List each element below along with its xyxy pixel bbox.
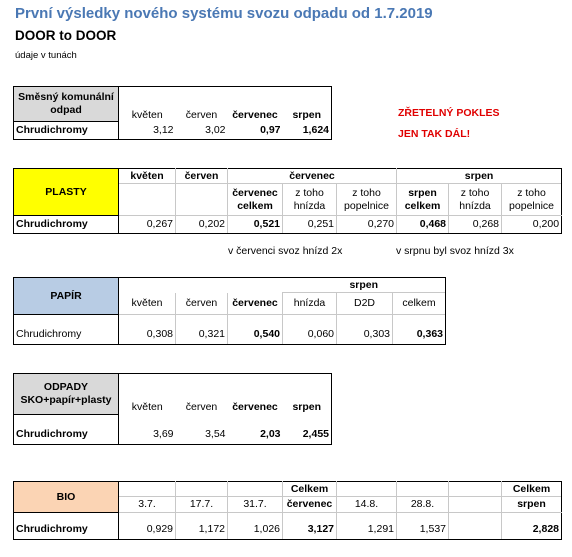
- table-row: [14, 216, 562, 234]
- sko-row-label: Chrudichromy: [14, 122, 119, 140]
- plasty-val-4: 0,270: [337, 216, 397, 234]
- plasty-col-srpen-group: srpen: [397, 169, 562, 184]
- sko-col-kveten: květen: [119, 87, 176, 122]
- papir-val-3: 0,060: [283, 315, 337, 345]
- bio-col-1: 17.7.: [176, 497, 228, 513]
- sko-val-kveten: 3,12: [119, 122, 176, 140]
- bio-header-cell: BIO: [14, 482, 119, 513]
- bio-col-2: 31.7.: [228, 497, 283, 513]
- papir-blank-1: [119, 278, 176, 293]
- plasty-sub-aug-hnizda: [449, 184, 502, 216]
- papir-col-celkem: celkem: [393, 293, 446, 315]
- odpady-header-line2: SKO+papír+plasty: [20, 394, 112, 406]
- sko-col-cervenec: červenec: [228, 87, 283, 122]
- plasty-sub-hnizda: hnízda: [293, 199, 326, 212]
- table-row: [14, 513, 562, 540]
- papir-col-cerven: červen: [176, 293, 228, 315]
- plasty-sub-jul-popelnice: [337, 184, 397, 216]
- bio-blank-top-5: [337, 482, 397, 497]
- papir-blank-3: [228, 278, 283, 293]
- table-row: [14, 122, 332, 140]
- plasty-sub-hnizda: hnízda: [459, 199, 491, 212]
- odpady-col-cervenec: červenec: [228, 374, 283, 415]
- bio-col-0: 3.7.: [119, 497, 176, 513]
- papir-val-1: 0,321: [176, 315, 228, 345]
- sko-col-cerven: červen: [176, 87, 228, 122]
- plasty-sub-aug-total-2: celkem: [404, 199, 441, 212]
- plasty-blank-cerven: [176, 184, 228, 216]
- papir-col-cervenec: červenec: [228, 293, 283, 315]
- sko-val-srpen: 1,624: [283, 122, 332, 140]
- bio-blank-top-2: [176, 482, 228, 497]
- plasty-sub-ztoho: z toho: [352, 186, 381, 199]
- odpady-col-cerven: červen: [176, 374, 228, 415]
- plasty-col-cervenec-group: červenec: [228, 169, 397, 184]
- plasty-val-7: 0,200: [502, 216, 562, 234]
- sko-table: [13, 86, 332, 140]
- plasty-val-1: 0,202: [176, 216, 228, 234]
- sko-header-cell: [14, 87, 119, 122]
- bio-row-label: Chrudichromy: [14, 513, 119, 540]
- papir-table: [13, 277, 446, 345]
- bio-col-celkem-aug: Celkem: [502, 482, 562, 497]
- bio-col-4: 14.8.: [337, 497, 397, 513]
- odpady-row-label: Chrudichromy: [14, 415, 119, 445]
- units-note: údaje v tunách: [15, 50, 77, 61]
- bio-val-7: 2,828: [502, 513, 562, 540]
- plasty-val-5: 0,468: [397, 216, 449, 234]
- papir-val-2: 0,540: [228, 315, 283, 345]
- plasty-blank-kveten: [119, 184, 176, 216]
- sko-header-line1: Směsný komunální: [18, 91, 114, 103]
- papir-header-cell: PAPÍR: [14, 278, 119, 315]
- plasty-sub-popelnice: popelnice: [509, 199, 554, 212]
- warning-line2: JEN TAK DÁL!: [398, 128, 471, 140]
- bio-val-2: 1,026: [228, 513, 283, 540]
- bio-val-6: [449, 513, 502, 540]
- plasty-sub-jul-total: [228, 184, 283, 216]
- warning-line1: ZŘETELNÝ POKLES: [398, 107, 500, 119]
- papir-blank-2: [176, 278, 228, 293]
- odpady-val-cervenec: 2,03: [228, 415, 283, 445]
- plasty-sub-aug-popelnice: [502, 184, 562, 216]
- plasty-note-august: v srpnu byl svoz hnízd 3x: [396, 245, 514, 257]
- papir-row-label: Chrudichromy: [14, 315, 119, 345]
- plasty-val-6: 0,268: [449, 216, 502, 234]
- bio-col-7: srpen: [502, 497, 562, 513]
- odpady-val-cerven: 3,54: [176, 415, 228, 445]
- plasty-header-cell: PLASTY: [14, 169, 119, 216]
- plasty-sub-ztoho: z toho: [460, 186, 490, 199]
- papir-val-0: 0,308: [119, 315, 176, 345]
- table-row: [14, 315, 446, 345]
- plasty-sub-aug-total-1: srpen: [408, 186, 437, 199]
- plasty-sub-aug-total: [397, 184, 449, 216]
- odpady-col-srpen: srpen: [283, 374, 332, 415]
- sko-val-cerven: 3,02: [176, 122, 228, 140]
- bio-col-celkem-jul: Celkem: [283, 482, 337, 497]
- plasty-val-3: 0,251: [283, 216, 337, 234]
- plasty-col-kveten: květen: [119, 169, 176, 184]
- page-title: První výsledky nového systému svozu odpadu od 1.7.2019: [15, 5, 433, 22]
- papir-col-kveten: květen: [119, 293, 176, 315]
- bio-col-6: [449, 497, 502, 513]
- plasty-col-cerven: červen: [176, 169, 228, 184]
- odpady-header-cell: [14, 374, 119, 415]
- sko-header-line2: odpad: [50, 104, 82, 116]
- odpady-header-line1: ODPADY: [43, 381, 89, 393]
- odpady-val-srpen: 2,455: [283, 415, 332, 445]
- plasty-val-0: 0,267: [119, 216, 176, 234]
- plasty-row-label: Chrudichromy: [14, 216, 119, 234]
- odpady-table: [13, 373, 332, 445]
- papir-col-srpen-group: srpen: [283, 278, 446, 293]
- papir-val-5: 0,363: [393, 315, 446, 345]
- bio-val-3: 3,127: [283, 513, 337, 540]
- bio-val-0: 0,929: [119, 513, 176, 540]
- table-row: [14, 415, 332, 445]
- plasty-sub-ztoho: z toho: [517, 186, 546, 199]
- plasty-sub-ztoho: z toho: [295, 186, 324, 199]
- plasty-sub-jul-total-1: červenec: [232, 186, 278, 199]
- plasty-note-july: v červenci svoz hnízd 2x: [228, 245, 343, 257]
- sko-val-cervenec: 0,97: [228, 122, 283, 140]
- bio-blank-top-7: [449, 482, 502, 497]
- bio-val-4: 1,291: [337, 513, 397, 540]
- bio-col-5: 28.8.: [397, 497, 449, 513]
- papir-val-4: 0,303: [337, 315, 393, 345]
- bio-blank-top-3: [228, 482, 283, 497]
- page-subtitle: DOOR to DOOR: [15, 28, 117, 43]
- papir-col-hnizda: hnízda: [283, 293, 337, 315]
- bio-blank-top-1: [119, 482, 176, 497]
- plasty-sub-jul-total-2: celkem: [237, 199, 273, 212]
- odpady-val-kveten: 3,69: [119, 415, 176, 445]
- bio-table: [13, 481, 562, 540]
- sko-col-srpen: srpen: [283, 87, 332, 122]
- bio-val-1: 1,172: [176, 513, 228, 540]
- plasty-table: [13, 168, 562, 234]
- bio-blank-top-6: [397, 482, 449, 497]
- papir-col-d2d: D2D: [337, 293, 393, 315]
- plasty-sub-jul-hnizda: [283, 184, 337, 216]
- odpady-col-kveten: květen: [119, 374, 176, 415]
- plasty-val-2: 0,521: [228, 216, 283, 234]
- bio-col-3: červenec: [283, 497, 337, 513]
- bio-val-5: 1,537: [397, 513, 449, 540]
- plasty-sub-popelnice: popelnice: [344, 199, 389, 212]
